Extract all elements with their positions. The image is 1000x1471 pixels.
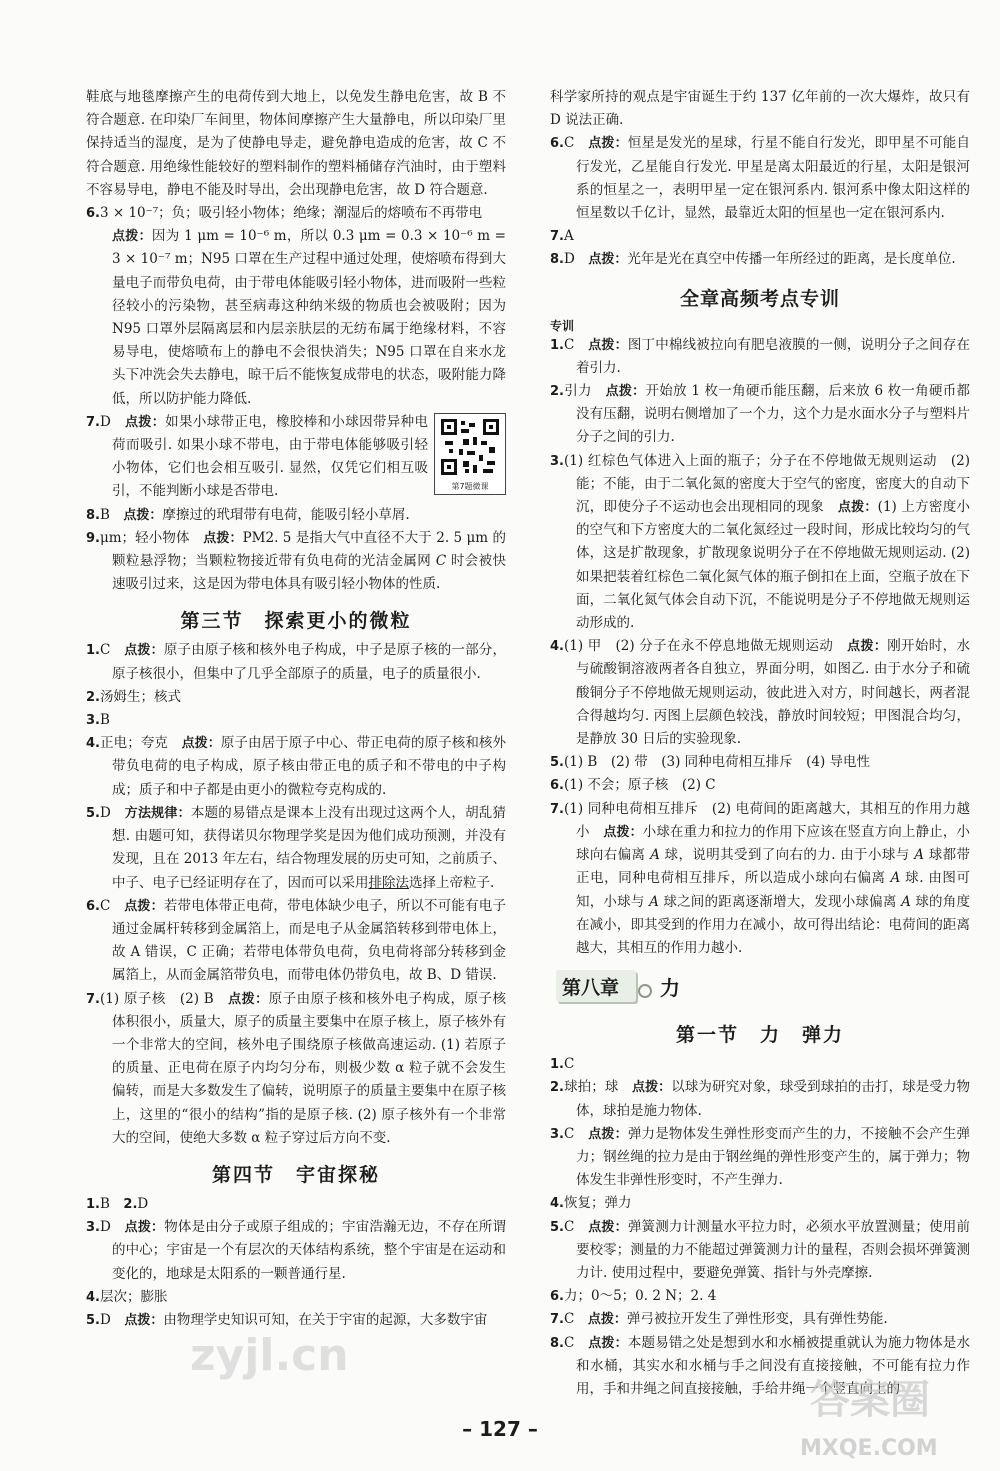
watermark-logo: 答案圈 [810,1377,930,1423]
answer-item: 7.A [550,228,574,245]
answer-item: 2.汤姆生；核式 [86,688,181,705]
answer-item: 3.C 点拨：弹力是物体发生弹性形变而产生的力，不接触不会产生弹力；钢丝绳的拉力是由于钢丝绳的弹性形变产生的，属于弹力；物体发生非弹性形变时，不产生弹力. [550,1125,970,1189]
chapter-badge: 第八章 [556,970,636,1002]
section-title: 第三节 探索更小的微粒 [180,610,412,633]
answer-item: 1.C 点拨：图丁中棉线被拉向有肥皂液膜的一侧，说明分子之间存在着引力. [550,336,970,376]
section-title: 第一节 力 弹力 [675,1024,844,1047]
paragraph: 鞋底与地毯摩擦产生的电荷传到大地上，以免发生静电危害，故 B 不符合题意. 在印染厂车间里，物体间摩擦产生大量静电，所以印染厂里保持适当的湿度，是为了使静电导走，避免静电造成的危害，故 C 不符合题意. 用绝缘性能较好的塑料制作的塑料桶储存汽油时，由于塑料不容易导电，静电不能及时导出，会出现静电危害，故 D 符合题意. [86,89,506,198]
qr-pattern-icon [441,419,499,475]
watermark: zyjl.cn [190,1330,349,1381]
qr-code[interactable] [434,413,506,495]
answer-item: 5.D 方法规律：本题的易错点是课本上没有出现过这两个人，胡乱猜想. 由题可知，获得诺贝尔物理学奖是因为他们成功预测，并没有发现，且在 2013 年左右，结合物理发展的历史可知，之前质子、中子、电子已经证明存在了，因而可以采用排除法选择上帝粒子. [86,804,507,891]
right-column [550,86,970,1401]
answer-item: 2.球拍；球 点拨：以球为研究对象，球受到球拍的击打，球是受力物体，球拍是施力物体. [550,1079,971,1119]
answer-item: 3.D 点拨：物体是由分子或原子组成的；宇宙浩瀚无边，不存在所谓的中心；宇宙是一个有层次的天体结构系统，整个宇宙是在运动和变化的，地球是太阳系的一颗普通行星. [86,1219,506,1282]
answer-item: 9.μm；轻小物体 点拨：PM2. 5 是指大气中直径不大于 2. 5 μm 的颗粒悬浮物；当颗粒物接近带有负电荷的光洁金属网 C 时会被快速吸引过来，这是因为带电体具有吸引轻小物体的性质. [86,529,507,593]
answer-item: 1.B 2.D [86,1195,149,1212]
answer-item: 4.层次；膨胀 [86,1288,168,1305]
answer-item: 5.C 点拨：弹簧测力计测量水平拉力时，必须水平放置测量；使用前要校零；测量的力不能超过弹簧测力计的量程，否则会损坏弹簧测力计. 使用过程中，要避免弹簧、指针与外壳摩擦. [550,1218,970,1281]
answer-item: 6.C 点拨：若带电体带正电荷，带电体缺少电子，所以不可能有电子通过金属杆转移到金属箔上，而是电子从金属箔转移到带电体上，故 A 错误，C 正确；若带电体带负电荷，负电荷将部分转移到金属箔上，从而金属箔带负电，而带电体仍带负电，故 B、D 错误. [86,897,506,984]
answer-item: 8.D 点拨：光年是光在真空中传播一年所经过的距离，是长度单位. [550,251,956,268]
answer-item: 6.C 点拨：恒星是发光的星球，行星不能自行发光，即甲星不可能自行发光，乙星能自行发光. 甲星是离太阳最近的行星，太阳是银河系的恒星之一，表明甲星一定在银河系内. 银河系中像太阳这样的恒星数以千亿计，显然，最靠近太阳的恒星也一定在银河系内. [550,135,970,222]
answer-item: 1.C 点拨：原子由原子核和核外电子构成，中子是原子核的一部分，原子核很小，但集中了几乎全部原子的质量，电子的质量很小. [86,642,506,682]
answer-item: 4.恢复；弹力 [550,1195,632,1212]
answer-item: 2.引力 点拨：开始放 1 枚一角硬币能压翻，后来放 6 枚一角硬币都没有压翻，说明右侧增加了一个力，这个力是水面水分子与塑料片分子之间的引力. [550,383,970,446]
page-number: – 127 – [462,1417,538,1441]
answer-item: 7.C 点拨：弹弓被拉开发生了弹性形变，具有弹性势能. [550,1311,888,1328]
section-title: 全章高频考点专训 [679,287,840,310]
section-title: 第四节 宇宙探秘 [211,1163,380,1186]
answer-item: 6.(1) 不会；原子核 (2) C [550,777,716,794]
section-tag: 专训 [550,318,575,333]
answer-item: 6.力；0～5；0. 2 N；2. 4 [550,1288,717,1305]
answer-item: 3.(1) 红棕色气体进入上面的瓶子；分子在不停地做无规则运动 (2) 能；不能，由于二氧化氮的密度大于空气的密度，密度大的自动下沉，即使分子不运动也会出现相同的现象 点拨：(1) 上方密度小的空气和下方密度大的二氧化氮经过一段时间，形成比较均匀的气体，这是扩散现象，扩散现象说明分子在不停地做无规则运动. (2) 如果把装着红棕色二氧化氮气体的瓶子倒扣在上面，空瓶子放在下面，二氧化氮气体会自动下沉，不能说明是分子不停地做无规则运动形成的. [550,452,970,632]
left-column [86,86,506,1332]
paragraph: 科学家所持的观点是宇宙诞生于约 137 亿年前的一次大爆炸，故只有 D 说法正确. [550,89,970,129]
qr-caption: 第7题微课 [451,481,489,491]
answer-item: 8.C 点拨：本题易错之处是想到水和水桶被提重就认为施力物体是水和水桶，其实水和水桶与手之间没有直接接触，不可能有拉力作用，手和井绳之间直接接触，手给井绳一个竖直向上的 [550,1334,970,1397]
answer-item: 7.(1) 原子核 (2) B 点拨：原子由原子核和核外电子构成，原子核体积很小，质量大，原子的质量主要集中在原子核上，原子核外有一个非常大的空间，核外电子围绕原子核做高速运动. (1) 若原子的质量、正电荷在原子内均匀分布，则极少数 α 粒子就不会发生偏转，而是大多数发生了偏转，说明原子的质量主要集中在原子核上，这里的“很小的结构”指的是原子核. (2) 原子核外有一个非常大的空间，使绝大多数 α 粒子穿过后方向不变. [86,990,507,1146]
answer-item: 3.B [86,712,110,729]
circle-icon [638,984,652,998]
watermark: MXQE.COM [800,1436,938,1461]
chapter-title: 力 [660,976,680,1001]
chapter-header [550,966,970,1010]
answer-item: 8.B 点拨：摩擦过的玳瑁带有电荷，能吸引轻小草屑. [86,506,410,523]
answer-item: 6.3 × 10⁻⁷；负；吸引轻小物体；绝缘；潮湿后的熔喷布不再带电 点拨：因为 1 μm = 10⁻⁶ m，所以 0.3 μm = 0.3 × 10⁻⁶ m = 3 × 10⁻⁷ m；N95 口罩在生产过程中通过处理，使熔喷布得到大量电子而带负电荷，由于带电体能吸引轻小物体，进而吸附一些粒径较小的污染物，甚至病毒这种纳米级的物质也会被吸附；因为 N95 口罩外层隔离层和内层亲肤层的无纺布属于绝缘材料，不容易导电，使熔喷布上的静电不会很快消失；N95 口罩在自来水龙头下冲洗会失去静电，晾干后不能恢复成带电的状态，吸附能力降低，所以防护能力降低. [86,205,506,407]
answer-item: 第7题微课 7.D 点拨：如果小球带正电，橡胶棒和小球因带异种电荷而吸引. 如果小球不带电，由于带电体能够吸引轻小物体，它们也会相互吸引. 显然，仅凭它们相互吸引，不能判断小球是否带电. [86,411,506,504]
answer-item: 4.正电；夸克 点拨：原子由居于原子中心、带正电荷的原子核和核外带负电荷的电子构成，原子核由带正电的质子和不带电的中子构成；质子和中子都是由更小的微粒夸克构成的. [86,735,507,798]
answer-item: 4.(1) 甲 (2) 分子在永不停息地做无规则运动 点拨：刚开始时，水与硫酸铜溶液两者各自独立，界面分明，如图乙. 由于水分子和硫酸铜分子不停地做无规则运动，彼此进入对方，时间越长，两者混合得越均匀. 丙图上层颜色较浅，静放时间较短；甲图混合均匀，是静放 30 日后的实验现象. [550,638,970,748]
answer-item: 1.C [550,1056,575,1073]
answer-item: 5.D 点拨：由物理学史知识可知，在关于宇宙的起源，大多数宇宙 [86,1311,488,1328]
answer-item: 5.(1) B (2) 带 (3) 同种电荷相互排斥 (4) 导电性 [550,754,871,771]
answer-item: 7.(1) 同种电荷相互排斥 (2) 电荷间的距离越大，其相互的作用力越小 点拨：小球在重力和拉力的作用下应该在竖直方向上静止，小球向右偏离 A 球，说明其受到了向右的力. 由于小球与 A 球都带正电，同种电荷相互排斥，所以造成小球向右偏离 A 球. 由图可知，小球与 A 球之间的距离逐渐增大，发现小球偏离 A 球的角度在减小，即其受到的作用力在减小，故可得出结论：电荷间的距离越大，其相互的作用力越小. [550,800,971,956]
